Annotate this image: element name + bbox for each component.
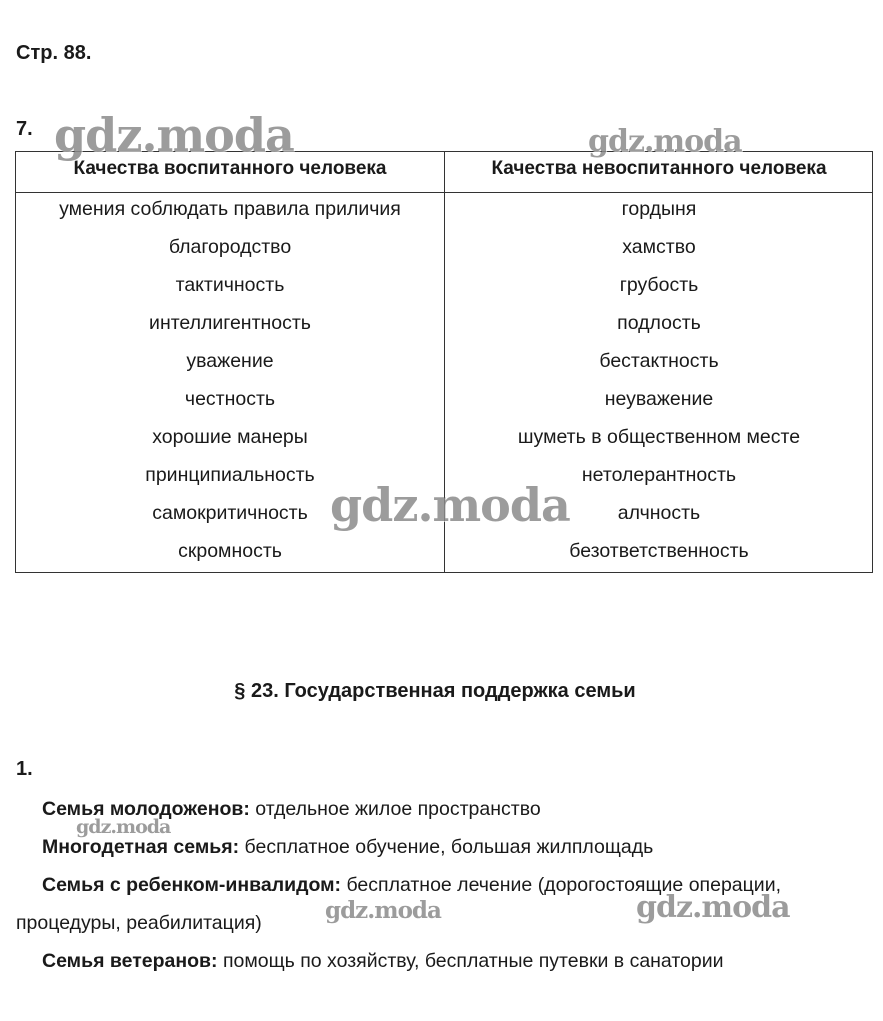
list-item: бестактность xyxy=(599,350,719,372)
list-item: неуважение xyxy=(604,388,714,410)
watermark: gdz.moda xyxy=(636,890,790,925)
list-item: принципиальность xyxy=(145,464,315,486)
watermark: gdz.moda xyxy=(76,816,171,838)
watermark: gdz.moda xyxy=(54,108,294,162)
answer-text: отдельное жилое пространство xyxy=(249,798,541,820)
list-item: шуметь в общественном месте xyxy=(517,426,801,448)
list-item: хорошие манеры xyxy=(152,426,308,448)
list-item: умения соблюдать правила приличия xyxy=(59,198,401,220)
watermark: gdz.moda xyxy=(325,897,441,924)
answer-paragraph xyxy=(16,942,878,980)
table-header-divider xyxy=(16,192,872,193)
list-item: уважение xyxy=(186,350,274,372)
answer-term: Семья с ребенком-инвалидом: xyxy=(42,874,342,896)
list-item: самокритичность xyxy=(152,502,308,524)
task-7-number: 7. xyxy=(16,118,33,140)
table-header-well-bred: Качества воспитанного человека xyxy=(73,158,387,179)
list-item: благородство xyxy=(168,236,292,258)
answer-text: бесплатное обучение, большая жилплощадь xyxy=(239,836,654,858)
list-item: грубость xyxy=(619,274,699,296)
list-item: хамство xyxy=(622,236,696,258)
section-title: § 23. Государственная поддержка семьи xyxy=(234,680,636,702)
list-item: алчность xyxy=(617,502,701,524)
answer-text: помощь по хозяйству, бесплатные путевки в санатории xyxy=(217,950,724,972)
list-item: безответственность xyxy=(569,540,749,562)
answer-text: бесплатное лечение (дорогостоящие операции, процедуры, реабилитация) xyxy=(16,874,782,934)
list-item: подлость xyxy=(617,312,701,334)
answer-term: Многодетная семья: xyxy=(42,836,240,858)
list-item: честность xyxy=(184,388,276,410)
list-item: интеллигентность xyxy=(149,312,311,334)
answer-term: Семья ветеранов: xyxy=(42,950,218,972)
task-1-number: 1. xyxy=(16,758,33,780)
page-reference: Стр. 88. xyxy=(16,42,92,64)
list-item: нетолерантность xyxy=(581,464,737,486)
list-item: тактичность xyxy=(175,274,285,296)
table-header-ill-bred: Качества невоспитанного человека xyxy=(491,158,827,179)
list-item: скромность xyxy=(178,540,282,562)
answer-term: Семья молодоженов: xyxy=(42,798,250,820)
watermark: gdz.moda xyxy=(588,124,742,159)
watermark: gdz.moda xyxy=(330,478,570,532)
list-item: гордыня xyxy=(621,198,697,220)
